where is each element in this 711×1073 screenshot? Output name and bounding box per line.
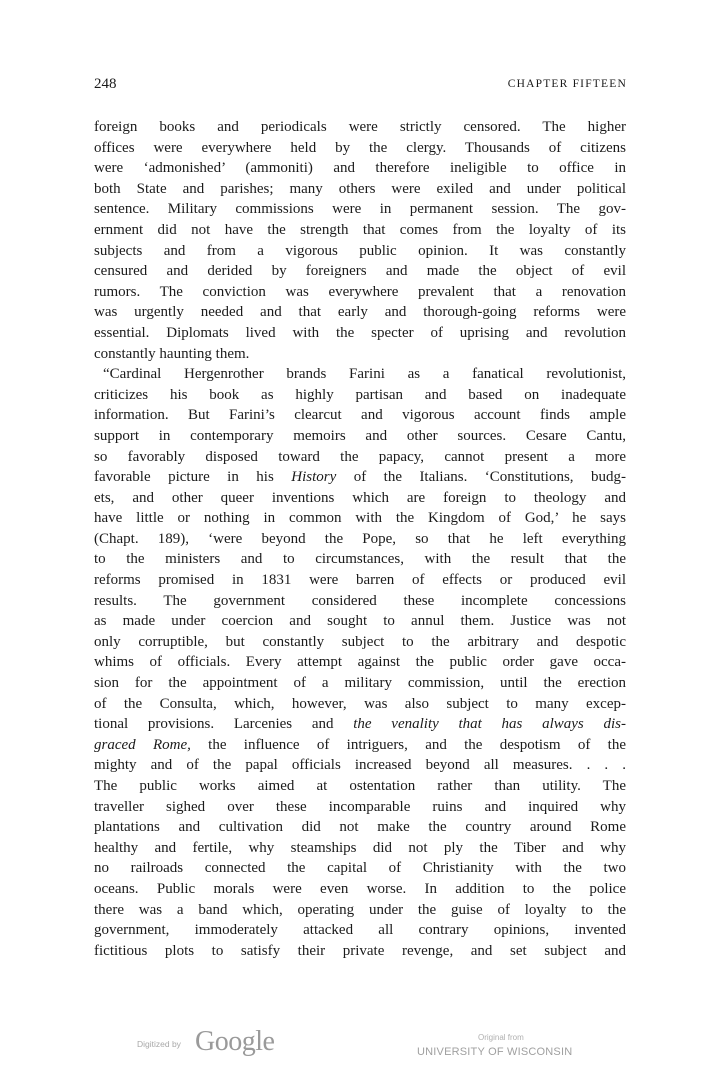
page-number: 248 [94, 76, 117, 92]
university-label: UNIVERSITY OF WISCONSIN [417, 1046, 573, 1058]
text-line: sion for the appointment of a military commission, until the erection [94, 675, 626, 692]
text-line: have little or nothing in common with the Kingdom of God,’ he says [94, 510, 626, 527]
text-line: results. The government considered these incomplete concessions [94, 592, 626, 609]
original-from-label: Original from [478, 1033, 524, 1042]
text-line: offices were everywhere held by the clergy. Thousands of citizens [94, 139, 626, 156]
text-line: to the ministers and to circumstances, with the result that the [94, 551, 626, 568]
text-line: criticizes his book as highly partisan and based on inadequate [94, 386, 626, 403]
text-line: mighty and of the papal officials increased beyond all measures. . . . [94, 757, 626, 774]
text-run: tional provisions. Larcenies and [94, 716, 354, 733]
text-line: no railroads connected the capital of Christianity with the two [94, 860, 626, 877]
text-line: The public works aimed at ostentation rather than utility. The [94, 778, 626, 794]
scan-footer [0, 1020, 711, 1070]
text-run: the influence of intriguers, and the despotism of the [190, 736, 626, 753]
text-line: reforms promised in 1831 were barren of effects or produced evil [94, 572, 626, 589]
paragraph-end-line: constantly haunting them. [94, 345, 250, 362]
text-line: government, immoderately attacked all contrary opinions, invented [94, 922, 626, 939]
text-line: both State and parishes; many others were exiled and under political [94, 180, 626, 197]
google-logo: Google [195, 1026, 275, 1057]
text-line: subjects and from a vigorous public opinion. It was constantly [94, 242, 626, 259]
text-line: fictitious plots to satisfy their private revenge, and set subject and [94, 942, 626, 959]
text-line: plantations and cultivation did not make the country around Rome [94, 819, 626, 836]
text-run: of the Italians. ‘Constitutions, budg- [336, 469, 626, 486]
text-line: were ‘admonished’ (ammoniti) and therefore ineligible to office in [94, 160, 626, 177]
text-line: ets, and other queer inventions which are foreign to theology and [94, 489, 626, 506]
text-line: whims of officials. Every attempt against the public order gave occa- [94, 654, 626, 671]
text-line: (Chapt. 189), ‘were beyond the Pope, so that he left everything [94, 530, 626, 547]
text-line: as made under coercion and sought to annul them. Justice was not [94, 613, 626, 630]
body-text [94, 117, 626, 961]
text-line [94, 735, 626, 756]
text-line: healthy and fertile, why steamships did not ply the Tiber and why [94, 839, 626, 856]
text-line: information. But Farini’s clearcut and vigorous account finds ample [94, 407, 626, 424]
text-line: of the Consulta, which, however, was also subject to many excep- [94, 695, 626, 712]
text-line: was urgently needed and that early and thorough-going reforms were [94, 304, 626, 321]
text-line: essential. Diplomats lived with the specter of uprising and revolution [94, 324, 626, 341]
chapter-title: CHAPTER FIFTEEN [507, 78, 627, 90]
text-line: only corruptible, but constantly subject to the arbitrary and despotic [94, 633, 626, 650]
text-line: censured and derided by foreigners and made the object of evil [94, 263, 626, 280]
text-line: foreign books and periodicals were strictly censored. The higher [94, 119, 626, 135]
text-line: ernment did not have the strength that comes from the loyalty of its [94, 221, 626, 238]
text-line [94, 467, 626, 488]
paragraph-start-line: “Cardinal Hergenrother brands Farini as a fanatical revolutionist, [103, 366, 626, 383]
text-line: so favorably disposed toward the papacy, cannot present a more [94, 448, 626, 465]
digitized-by-label: Digitized by [137, 1039, 181, 1049]
text-line: traveller sighed over these incomparable ruins and inquired why [94, 798, 626, 815]
italic-phrase: the venality that has always dis- [353, 716, 626, 733]
text-line: there was a band which, operating under the guise of loyalty to the [94, 901, 626, 918]
text-line [94, 714, 626, 735]
text-run: favorable picture in his [94, 469, 292, 486]
running-head [94, 76, 627, 96]
text-line: sentence. Military commissions were in permanent session. The gov- [94, 201, 626, 218]
italic-title: History [291, 469, 337, 486]
text-line: support in contemporary memoirs and other sources. Cesare Cantu, [94, 427, 626, 444]
text-line: rumors. The conviction was everywhere prevalent that a renovation [94, 283, 626, 300]
text-line: oceans. Public morals were even worse. In addition to the police [94, 880, 626, 897]
italic-phrase: graced Rome, [94, 736, 191, 753]
